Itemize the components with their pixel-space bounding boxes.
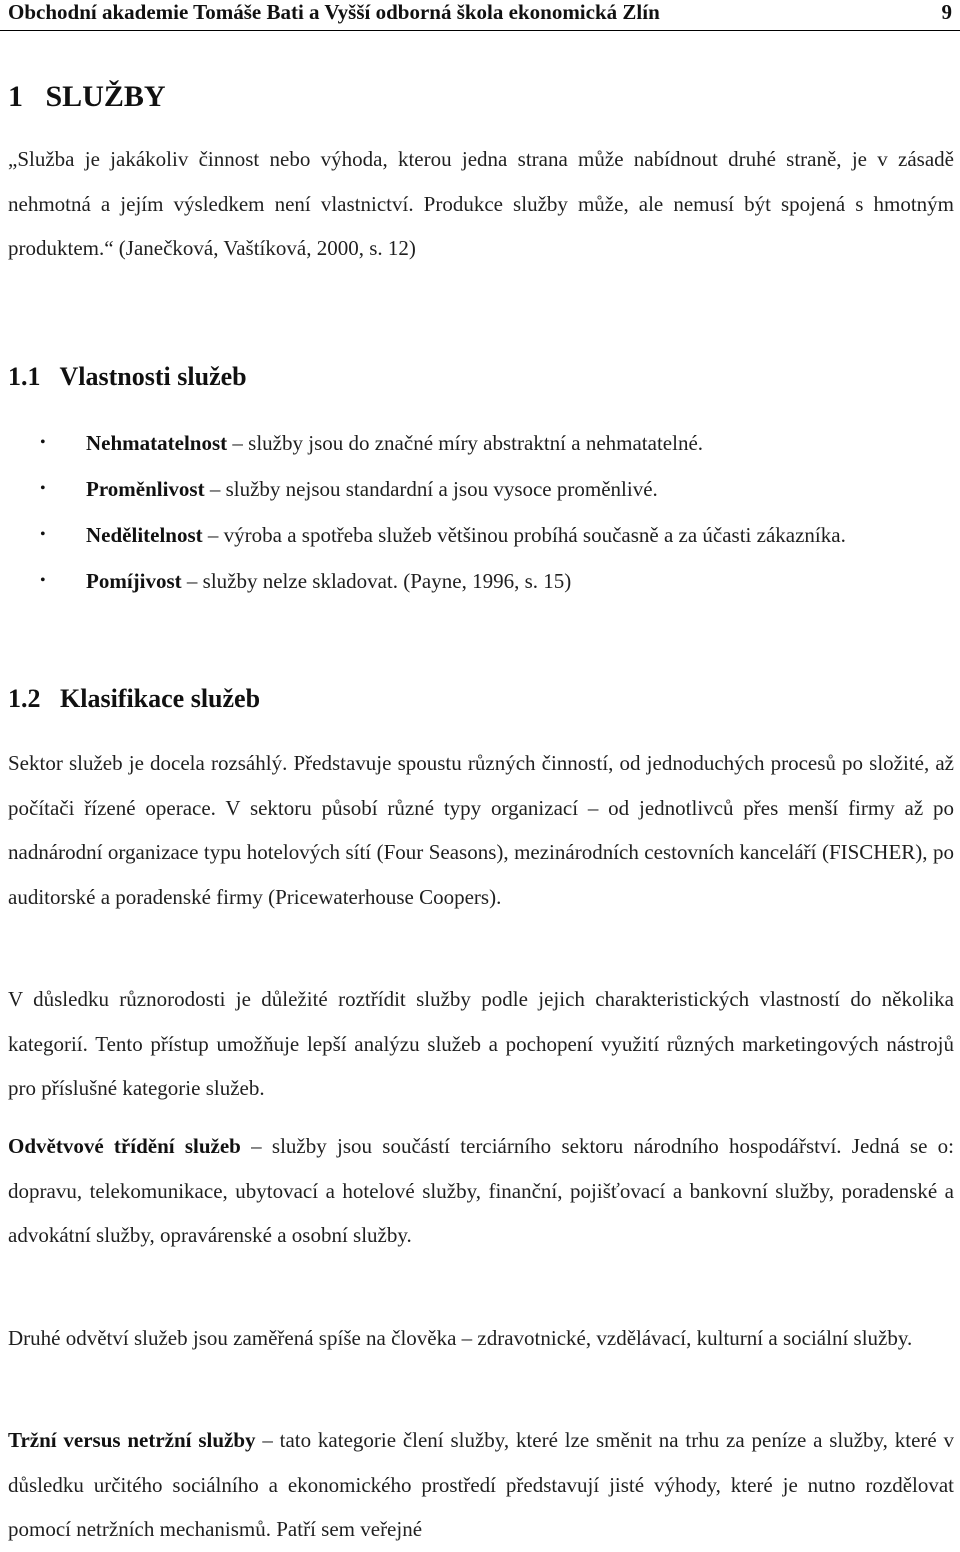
bullet-icon: • [40, 434, 46, 451]
bullet-icon: • [40, 572, 46, 589]
page-header [0, 0, 960, 31]
description: – služby nejsou standardní a jsou vysoce proměnlivé. [204, 477, 658, 501]
paragraph-druhe-odvetvi: Druhé odvětví služeb jsou zaměřená spíše na člověka – zdravotnické, vzdělávací, kulturní a sociální služby. [8, 1326, 913, 1350]
paragraph-trzni [8, 1418, 954, 1552]
chapter-heading: 1 SLUŽBY [8, 80, 166, 113]
paragraph-odvetvove [8, 1124, 954, 1258]
term: Odvětvové třídění služeb [8, 1134, 241, 1158]
list-item [0, 466, 954, 512]
term: Nedělitelnost [86, 523, 203, 547]
term: Proměnlivost [86, 477, 205, 501]
description: – výroba a spotřeba služeb většinou probíhá současně a za účasti zákazníka. [202, 523, 846, 547]
list-item [0, 420, 954, 466]
bullet-icon: • [40, 526, 46, 543]
list-item [0, 558, 954, 604]
properties-list [0, 420, 960, 604]
section-heading-klasifikace: 1.2 Klasifikace služeb [8, 684, 261, 713]
page-number: 9 [941, 0, 952, 24]
description: – služby jsou součástí terciárního sektoru národního hospodářství. Jedná se o: dopravu, telekomunikace, ubytovací a hotelové služby, finanční, pojišťovací a bankovní služby, poradenské a advokátní služby, opravárenské a osobní služby. [8, 1134, 954, 1248]
paragraph-sektor: Sektor služeb je docela rozsáhlý. Představuje spoustu různých činností, od jednoduchých procesů po složité, až počítači řízené operace. V sektoru působí různé typy organizací – od jednotlivců přes menší firmy až po nadnárodní organizace typu hotelových sítí (Four Seasons), mezinárodních cestovních kanceláří (FISCHER), po auditorské a poradenské firmy (Pricewaterhouse Coopers). [8, 751, 954, 909]
list-item [0, 512, 954, 558]
term: Nehmatatelnost [86, 431, 228, 455]
description: – služby jsou do značné míry abstraktní a nehmatatelné. [227, 431, 704, 455]
term: Tržní versus netržní služby [8, 1428, 256, 1452]
bullet-icon: • [40, 480, 46, 497]
description: – tato kategorie člení služby, které lze směnit na trhu za peníze a služby, které v důsledku určitého sociálního a ekonomického prostředí představují jisté výhody, které je nutno rozdělovat pomocí netržních mechanismů. Patří sem veřejné [8, 1428, 955, 1542]
chapter-intro-paragraph: „Služba je jakákoliv činnost nebo výhoda, kterou jedna strana může nabídnout druhé straně, je v zásadě nehmotná a jejím výsledkem není vlastnictví. Produkce služby může, ale nemusí být spojená s hmotným produktem.“ (Janečková, Vaštíková, 2000, s. 12) [8, 147, 954, 261]
term: Pomíjivost [86, 569, 182, 593]
description: – služby nelze skladovat. (Payne, 1996, s. 15) [181, 569, 572, 593]
paragraph-dusledek: V důsledku různorodosti je důležité roztřídit služby podle jejich charakteristických vlastností do několika kategorií. Tento přístup umožňuje lepší analýzu služeb a pochopení využití různých marketingových nástrojů pro příslušné kategorie služeb. [8, 987, 954, 1101]
section-heading-vlastnosti: 1.1 Vlastnosti služeb [8, 362, 247, 391]
header-title: Obchodní akademie Tomáše Bati a Vyšší odborná škola ekonomická Zlín [8, 0, 660, 24]
